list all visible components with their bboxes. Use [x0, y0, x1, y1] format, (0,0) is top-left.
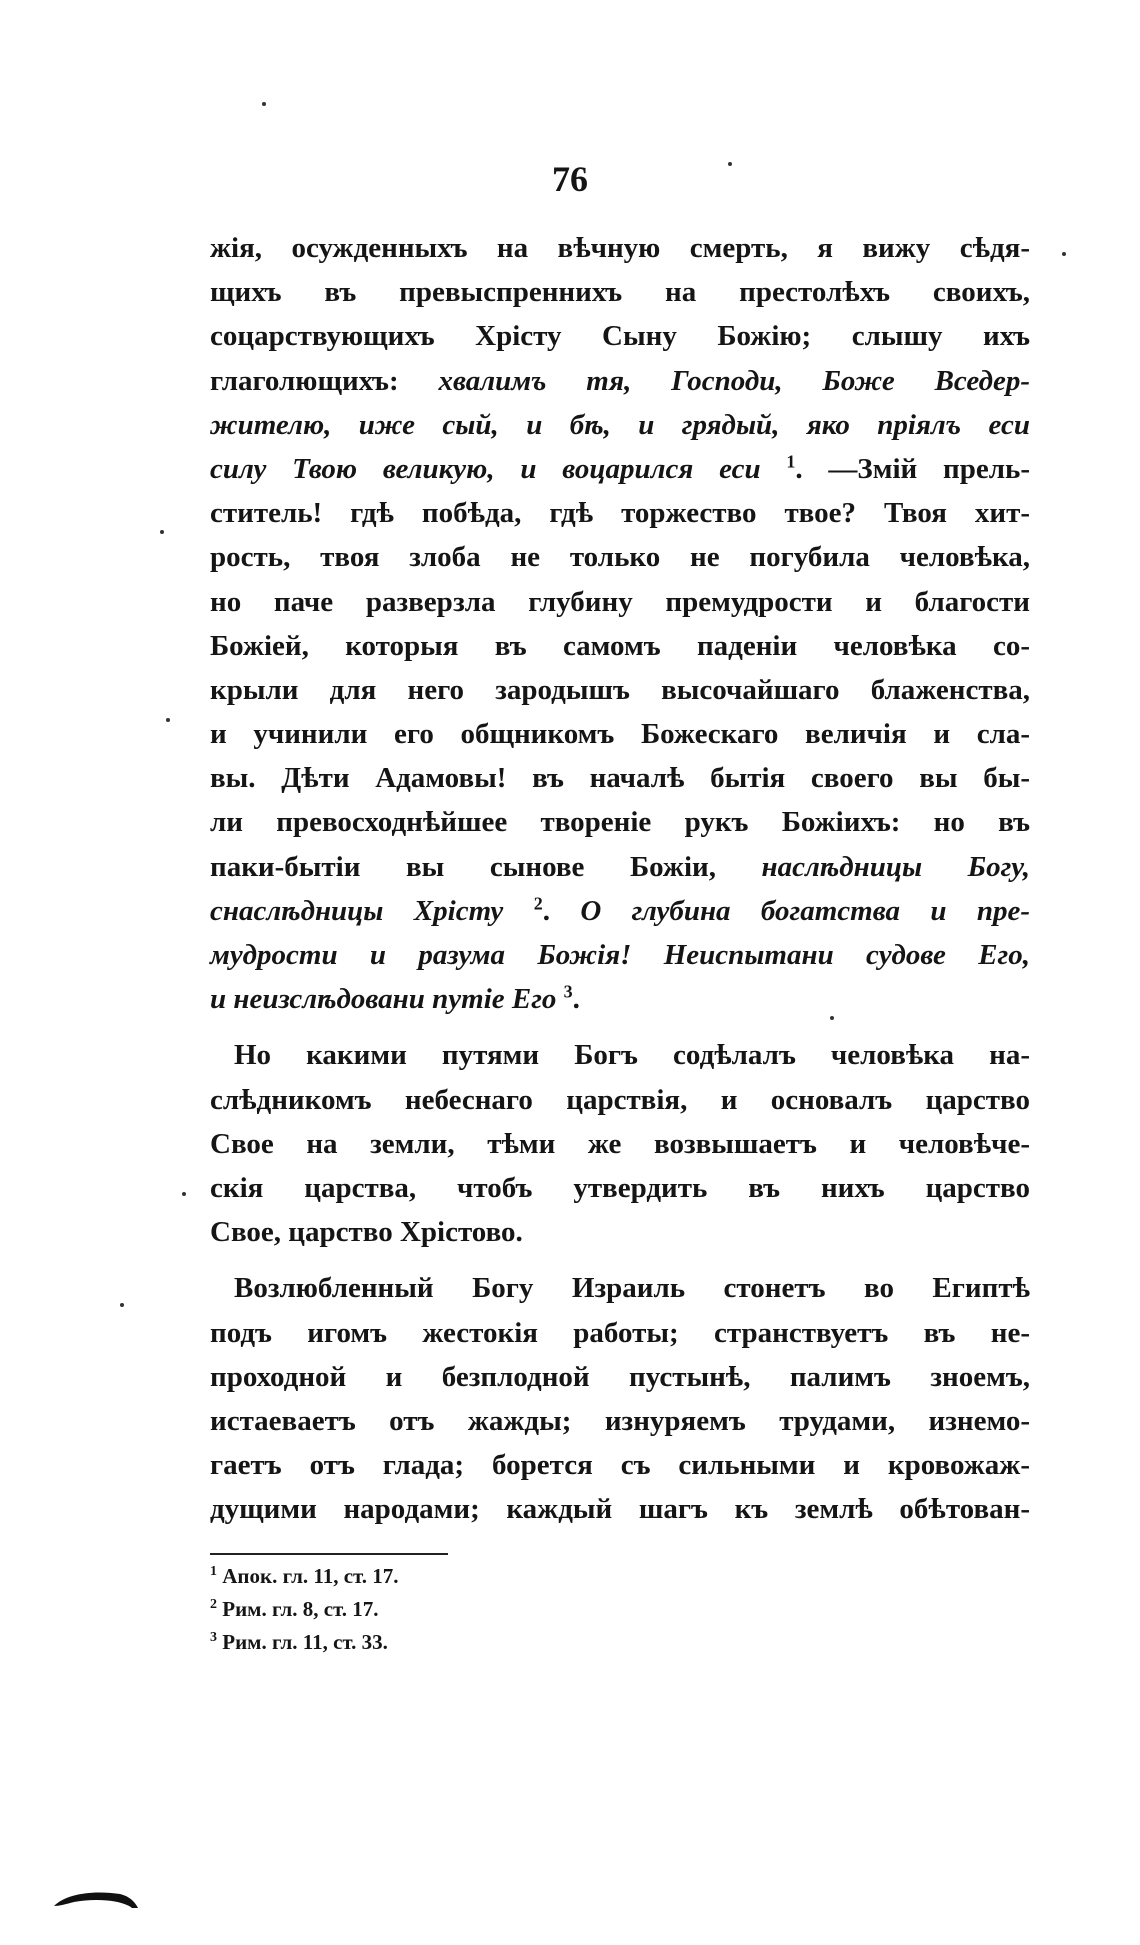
- page-number: 76: [552, 159, 588, 199]
- text-line: [210, 359, 1030, 403]
- text-line: [210, 1355, 1030, 1399]
- text-line: [210, 624, 1030, 668]
- footnote-text: Апок. гл. 11, ст. 17.: [222, 1564, 399, 1588]
- text-line: [210, 226, 1030, 270]
- line-text: Возлюбленный Богу Израиль стонетъ во Египтѣ: [234, 1272, 1030, 1305]
- line-text: проходной и безплодной пустынѣ, палимъ зноемъ,: [210, 1360, 1030, 1393]
- scan-speck: [728, 162, 732, 166]
- body-text: [210, 226, 1030, 1531]
- scan-speck: [1062, 252, 1066, 256]
- scan-speck: [262, 102, 266, 106]
- footnote-rule: [210, 1553, 448, 1555]
- italic-text: снаслѣдницы Хрісту: [210, 894, 504, 927]
- footnote-text: Рим. гл. 11, ст. 33.: [222, 1630, 388, 1654]
- italic-text: жителю, иже сый, и бѣ, и грядый, яко пріялъ еси: [210, 408, 1030, 441]
- footnote: [210, 1560, 810, 1593]
- italic-text: силу Твою великую, и воцарился еси: [210, 452, 761, 485]
- line-text: [761, 453, 787, 485]
- text-line: [210, 889, 1030, 933]
- footnote-mark: 3: [210, 1630, 217, 1645]
- footnote-ref: 3: [563, 981, 573, 1002]
- footnote: [210, 1593, 810, 1626]
- line-text: дущими народами; каждый шагъ къ землѣ обѣтован-: [210, 1493, 1030, 1526]
- line-text: гаетъ отъ глада; борется съ сильными и кровожаж-: [210, 1449, 1030, 1482]
- line-text: крыли для него зародышъ высочайшаго блаженства,: [210, 673, 1030, 706]
- text-line: [210, 1443, 1030, 1487]
- line-text: . —Змій прель-: [795, 452, 1030, 485]
- scan-speck: [166, 718, 170, 722]
- footnote-mark: 1: [210, 1564, 217, 1579]
- text-line: [210, 845, 1030, 889]
- text-line: [210, 1166, 1030, 1210]
- line-text: ститель! гдѣ побѣда, гдѣ торжество твое? Твоя хит-: [210, 497, 1030, 530]
- footnote: [210, 1626, 810, 1659]
- text-line: [210, 1078, 1030, 1122]
- scan-speck: [182, 1192, 186, 1196]
- text-line: [210, 1487, 1030, 1531]
- text-line: [210, 491, 1030, 535]
- italic-text: хвалимъ тя, Господи, Боже Вседер-: [438, 364, 1030, 397]
- italic-text: наслѣдницы Богу,: [761, 850, 1030, 883]
- line-text: соцарствующихъ Хрісту Сыну Божію; слышу ихъ: [210, 320, 1030, 353]
- text-line: [210, 314, 1030, 358]
- scan-speck: [160, 530, 164, 534]
- text-line: [210, 1399, 1030, 1443]
- line-text: но паче разверзла глубину премудрости и благости: [210, 585, 1030, 618]
- line-text: [503, 895, 533, 927]
- text-line: [210, 535, 1030, 579]
- line-text: Но какими путями Богъ содѣлалъ человѣка на-: [234, 1039, 1030, 1072]
- line-text: скія царства, чтобъ утвердить въ нихъ царство: [210, 1171, 1030, 1204]
- line-text: жія, осужденныхъ на вѣчную смерть, я вижу сѣдя-: [210, 232, 1030, 264]
- text-line: [210, 1266, 1030, 1310]
- text-line: [210, 933, 1030, 977]
- text-line: [210, 756, 1030, 800]
- italic-text: и неизслѣдовани путіе Его: [210, 983, 557, 1016]
- text-line: [210, 1122, 1030, 1166]
- ink-blot: [52, 1888, 140, 1910]
- line-text: Свое, царство Хрістово.: [210, 1216, 523, 1249]
- line-text: подъ игомъ жестокія работы; странствуетъ въ не-: [210, 1316, 1030, 1349]
- footnote-mark: 2: [210, 1597, 217, 1612]
- line-text: .: [572, 983, 580, 1016]
- line-text: паки-бытіи вы сынове Божіи,: [210, 850, 762, 883]
- text-line: [210, 712, 1030, 756]
- line-text: глаголющихъ:: [210, 364, 439, 397]
- text-line: [210, 447, 1030, 491]
- line-text: и учинили его общникомъ Божескаго величія и сла-: [210, 718, 1030, 751]
- text-line: [210, 977, 1030, 1021]
- line-text: слѣдникомъ небеснаго царствія, и основалъ царство: [210, 1083, 1030, 1116]
- text-line: [210, 580, 1030, 624]
- italic-text: О глубина богатства и пре-: [580, 894, 1031, 927]
- footnote-ref: 1: [786, 451, 796, 472]
- line-text: .: [542, 894, 581, 927]
- text-line: [210, 270, 1030, 314]
- text-line: [210, 1033, 1030, 1077]
- line-text: рость, твоя злоба не только не погубила человѣка,: [210, 541, 1030, 574]
- scan-speck: [120, 1303, 124, 1307]
- text-line: [210, 1210, 1030, 1254]
- footnotes: [210, 1560, 810, 1659]
- text-line: [210, 1311, 1030, 1355]
- italic-text: мудрости и разума Божія! Неиспытани судове Его,: [210, 939, 1030, 971]
- text-line: [210, 403, 1030, 447]
- line-text: истаеваетъ отъ жажды; изнуряемъ трудами, изнемо-: [210, 1404, 1030, 1437]
- text-line: [210, 668, 1030, 712]
- footnote-ref: 2: [533, 893, 543, 914]
- text-line: [210, 800, 1030, 844]
- line-text: [556, 983, 563, 1015]
- footnote-text: Рим. гл. 8, ст. 17.: [222, 1597, 379, 1621]
- line-text: Свое на земли, тѣми же возвышаетъ и человѣче-: [210, 1127, 1030, 1160]
- scan-speck: [830, 1016, 834, 1020]
- line-text: ли превосходнѣйшее твореніе рукъ Божіихъ: но въ: [210, 806, 1030, 839]
- line-text: щихъ въ превыспреннихъ на престолѣхъ своихъ,: [210, 276, 1030, 309]
- line-text: вы. Дѣти Адамовы! въ началѣ бытія своего вы бы-: [210, 762, 1030, 795]
- line-text: Божіей, которыя въ самомъ паденіи человѣка со-: [210, 629, 1030, 662]
